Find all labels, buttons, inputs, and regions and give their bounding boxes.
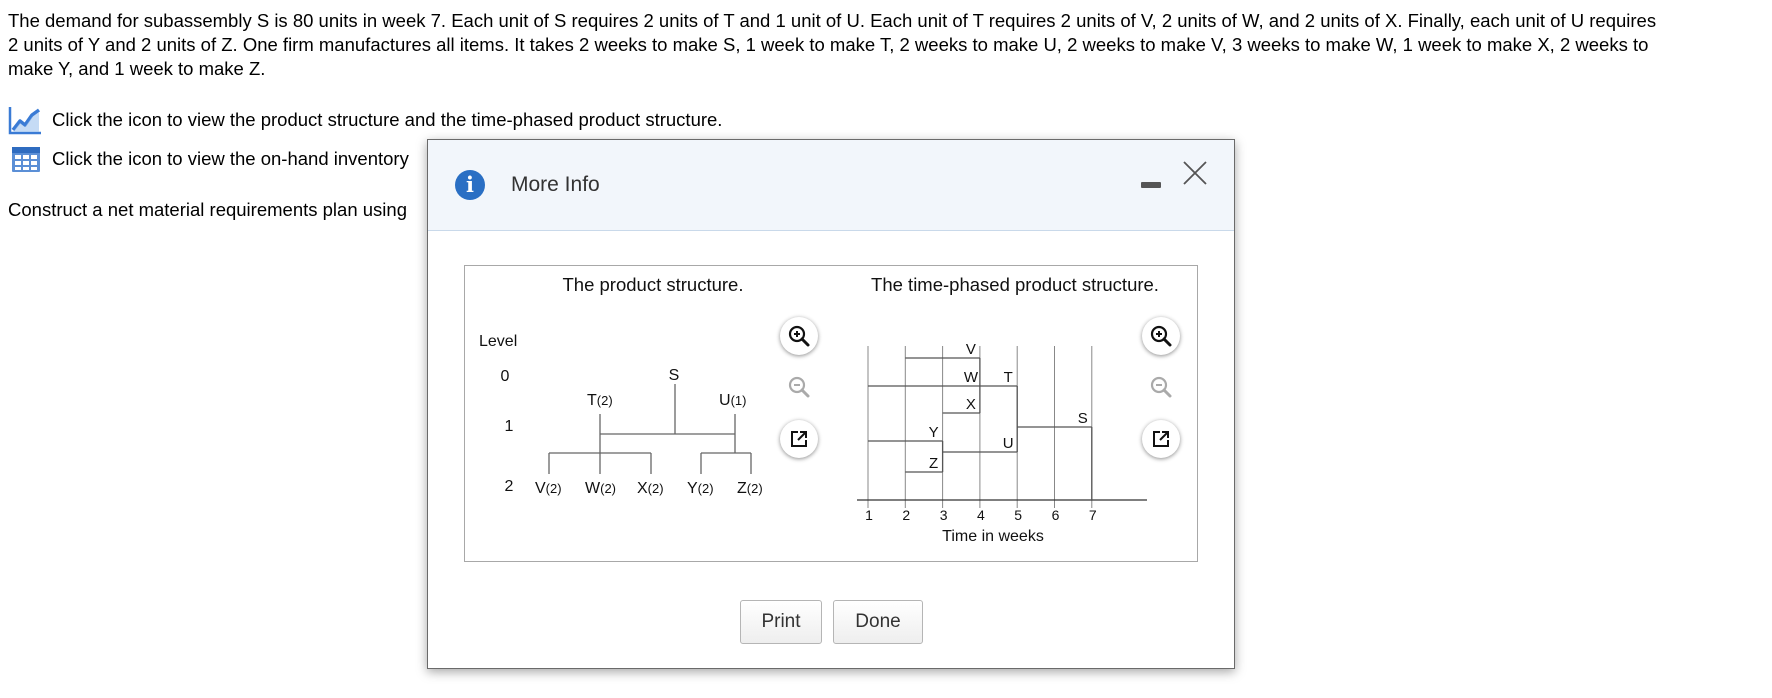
- bar-t: [980, 369, 1017, 386]
- tree-node-s: S: [668, 367, 680, 384]
- bar-label-x: X: [965, 396, 976, 413]
- zoom-in-button-left[interactable]: [780, 317, 818, 355]
- bar-label-u: U: [1002, 435, 1014, 452]
- done-button[interactable]: Done: [833, 600, 923, 644]
- structure-link-text: Click the icon to view the product structure and the time-phased product structure.: [52, 109, 723, 130]
- time-phased-chart: [857, 341, 1147, 545]
- bar-w: [868, 369, 980, 386]
- info-icon: i: [455, 170, 485, 200]
- bar-label-s: S: [1077, 410, 1088, 427]
- close-button[interactable]: [1180, 158, 1210, 188]
- week-tick-label: 4: [977, 507, 985, 523]
- tree-node-v: V(2): [535, 480, 562, 497]
- bar-z: [905, 455, 942, 472]
- product-structure-heading: The product structure.: [562, 274, 744, 295]
- close-icon: [1180, 158, 1210, 188]
- bar-x: [943, 396, 980, 413]
- minimize-icon: [1141, 182, 1161, 188]
- popout-icon: [1149, 427, 1173, 451]
- minimize-button[interactable]: [1138, 168, 1164, 194]
- bar-label-z: Z: [929, 455, 939, 472]
- more-info-dialog: [427, 139, 1235, 669]
- inventory-link-text: Click the icon to view the on-hand inventory: [52, 148, 409, 169]
- level-2-label: 2: [504, 478, 514, 495]
- structure-link-row[interactable]: [8, 104, 722, 136]
- zoom-out-button-left[interactable]: [780, 368, 818, 406]
- week-tick-label: 5: [1014, 507, 1023, 523]
- print-button[interactable]: Print: [740, 600, 822, 644]
- construct-instruction: Construct a net material requirements plan using: [8, 199, 407, 220]
- time-phased-heading: The time-phased product structure.: [871, 274, 1159, 295]
- inventory-link-row[interactable]: [8, 143, 409, 175]
- zoom-in-icon: [787, 324, 811, 348]
- week-tick-label: 2: [902, 507, 911, 523]
- dialog-header: [428, 140, 1234, 231]
- popout-icon: [787, 427, 811, 451]
- bar-label-v: V: [965, 341, 976, 358]
- week-tick-label: 7: [1088, 507, 1097, 523]
- week-tick-label: 3: [939, 507, 948, 523]
- popout-button-left[interactable]: [780, 420, 818, 458]
- tree-node-z: Z(2): [737, 480, 763, 497]
- tree-node-y: Y(2): [687, 480, 714, 497]
- bar-label-y: Y: [928, 424, 939, 441]
- tree-node-u: U(1): [719, 392, 747, 409]
- zoom-out-icon: [787, 375, 811, 399]
- week-tick-label: 6: [1051, 507, 1060, 523]
- zoom-out-button-right[interactable]: [1142, 368, 1180, 406]
- figure-panel: [464, 265, 1198, 562]
- level-0-label: 0: [500, 368, 510, 385]
- line-chart-icon[interactable]: [8, 105, 42, 135]
- time-axis-label: Time in weeks: [942, 528, 1044, 545]
- bar-label-t: T: [1003, 369, 1013, 386]
- problem-statement: The demand for subassembly S is 80 units in week 7. Each unit of S requires 2 units of T and 1 unit of U. Each unit of T requires 2 units of V, 2 units of W, and 2 units of X. Finally, each unit of U requires 2 units of Y and 2 units of Z. One firm manufactures all items. It takes 2 weeks to make S, 1 week to make T, 2 weeks to make U, 2 weeks to make V, 3 weeks to make W, 1 week to make X, 2 weeks to make Y, and 1 week to make Z.: [8, 10, 1657, 79]
- figure-canvas: [465, 266, 1197, 561]
- tree-node-x: X(2): [637, 480, 664, 497]
- table-grid-icon[interactable]: [8, 144, 42, 174]
- level-header: Level: [479, 333, 518, 350]
- dialog-title: More Info: [511, 173, 600, 196]
- week-tick-label: 1: [865, 507, 873, 523]
- zoom-out-icon: [1149, 375, 1173, 399]
- tree-node-w: W(2): [585, 480, 616, 497]
- zoom-in-button-right[interactable]: [1142, 317, 1180, 355]
- product-structure-tree: [479, 333, 763, 497]
- popout-button-right[interactable]: [1142, 420, 1180, 458]
- zoom-in-icon: [1149, 324, 1173, 348]
- level-1-label: 1: [504, 418, 514, 435]
- tree-node-t: T(2): [587, 392, 613, 409]
- bar-label-w: W: [963, 369, 978, 386]
